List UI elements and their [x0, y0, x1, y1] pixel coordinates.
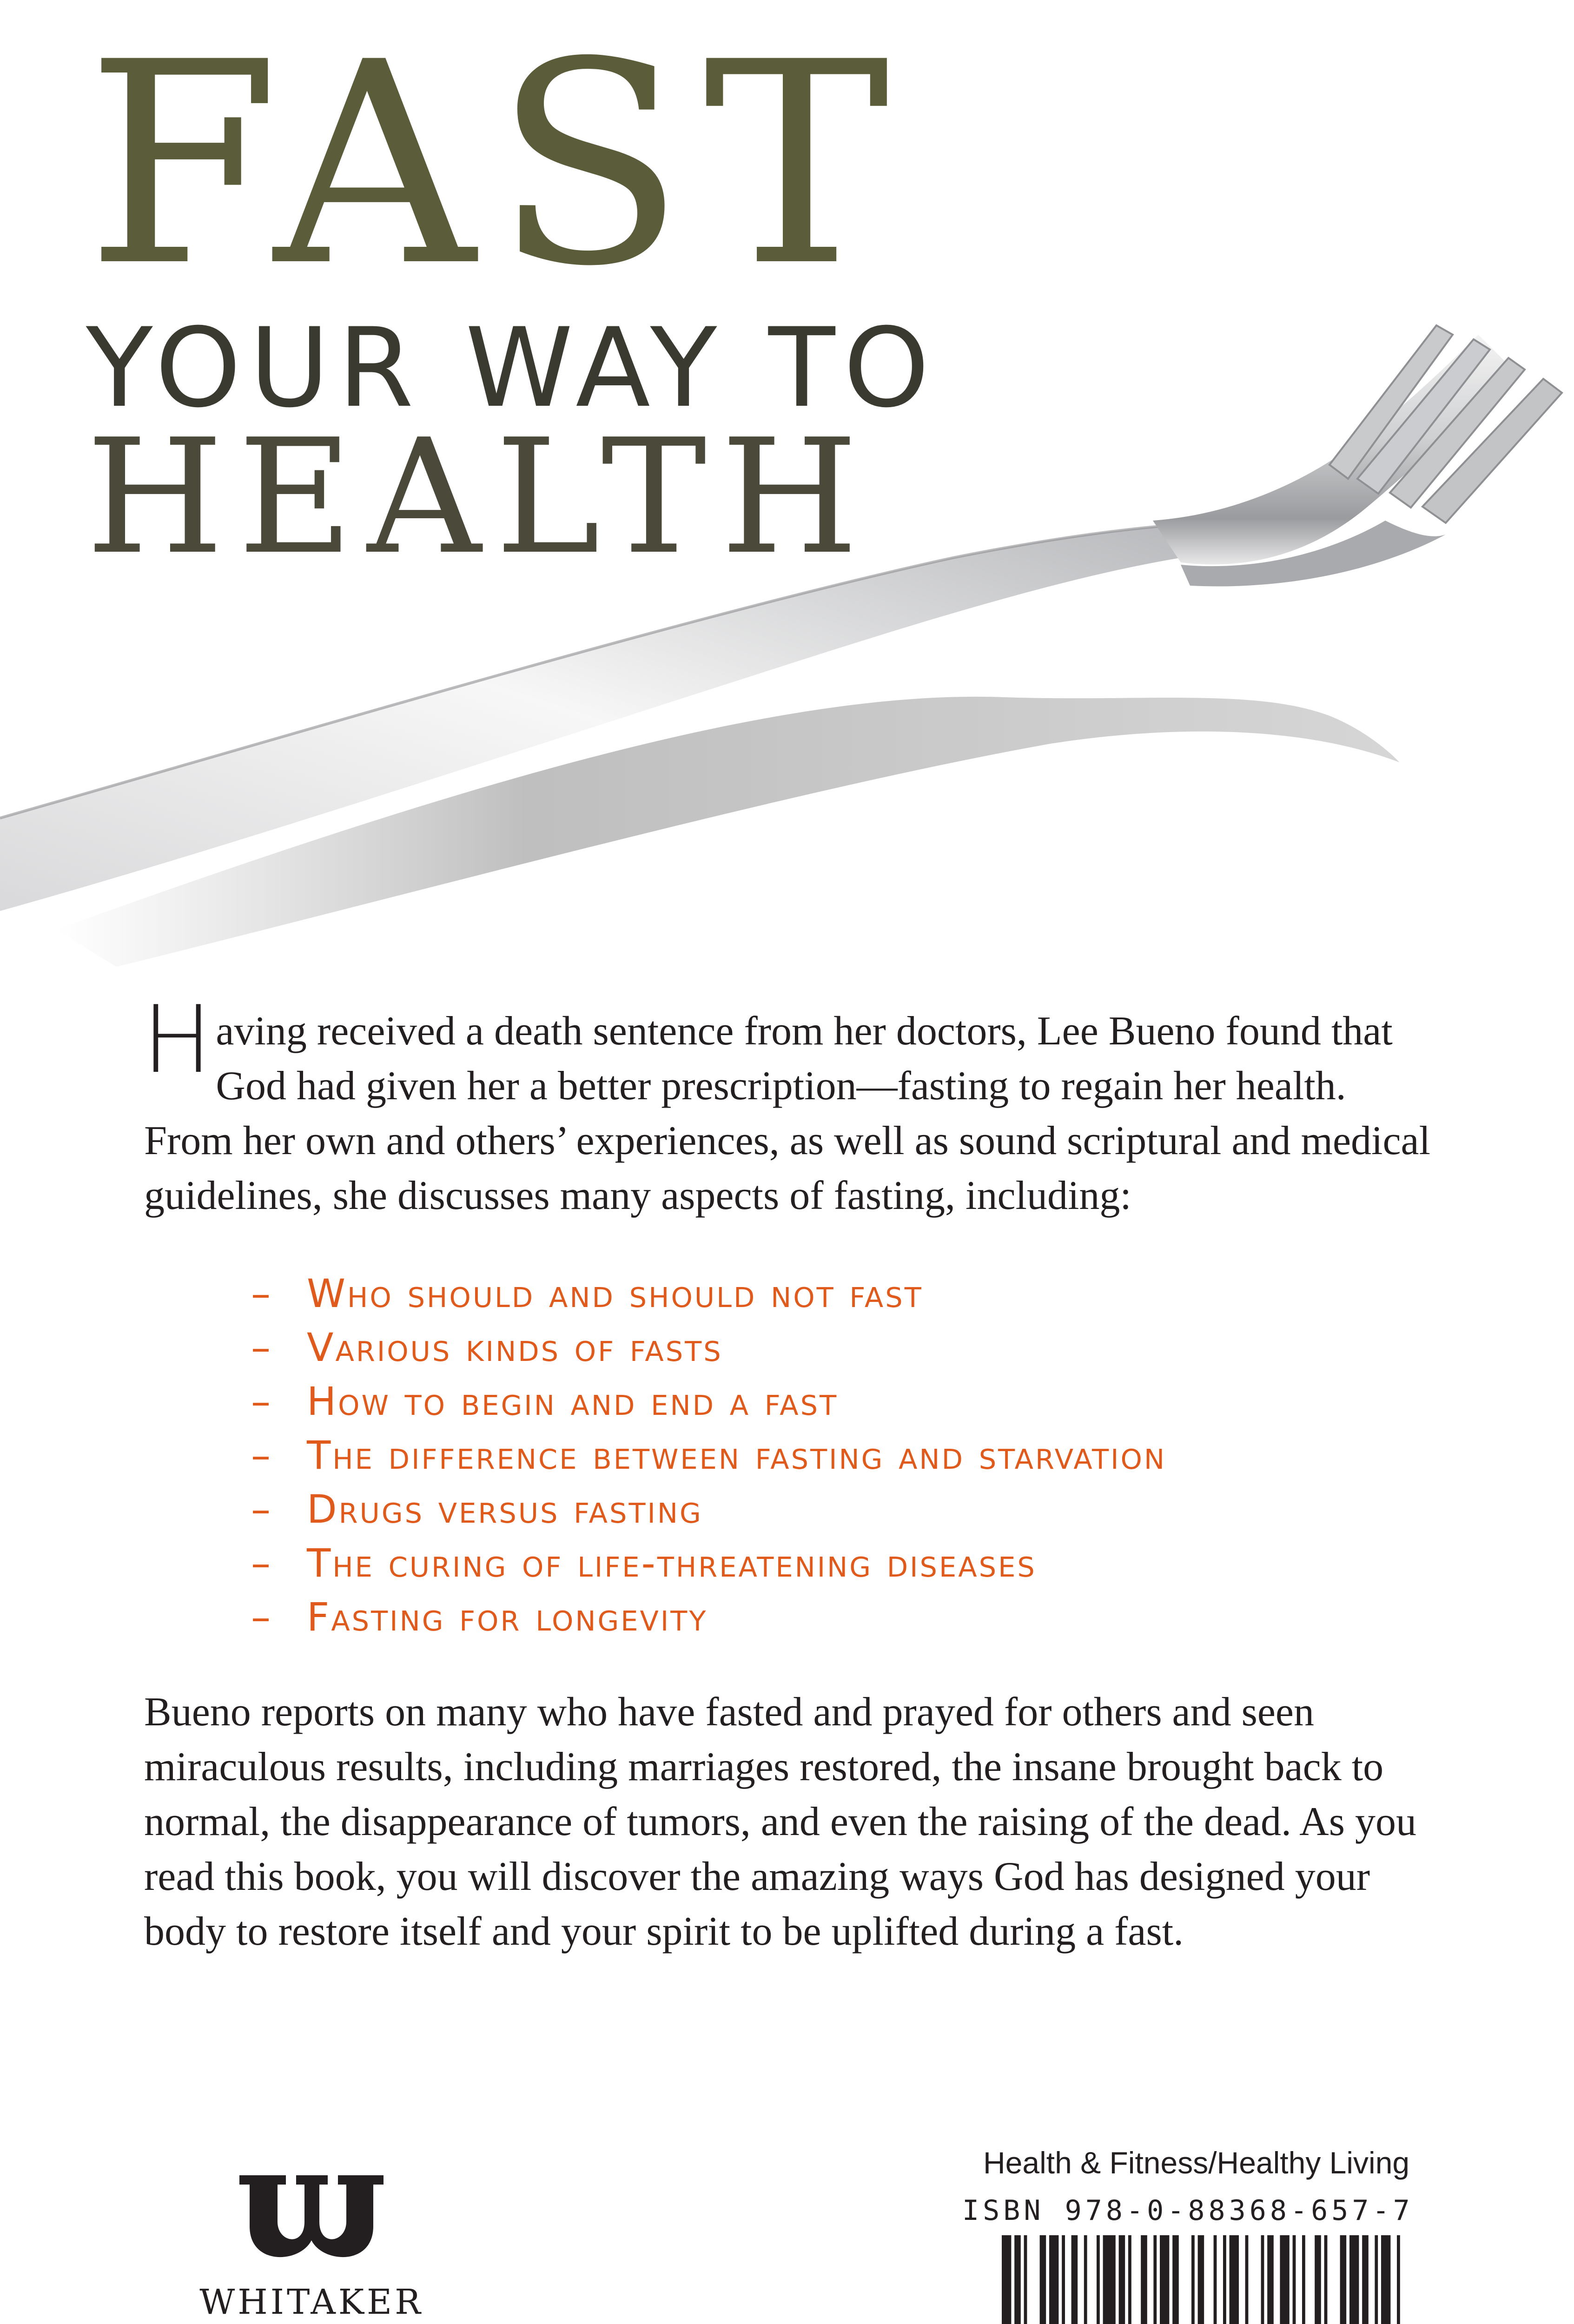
topic-item [251, 1482, 1166, 1536]
barcode-bar [1230, 2235, 1239, 2324]
topic-item [251, 1374, 1166, 1428]
barcode-bar [1340, 2235, 1347, 2324]
barcode-bar [1160, 2235, 1169, 2324]
topic-list [251, 1267, 1166, 1644]
barcode-bar [1191, 2235, 1195, 2324]
barcode-block [958, 2145, 1515, 2324]
barcode-bar [1198, 2235, 1204, 2324]
barcode-bar [1141, 2235, 1147, 2324]
barcode-bar [1375, 2235, 1378, 2324]
barcode-bar [1071, 2235, 1078, 2324]
barcode [1002, 2235, 1448, 2324]
barcode-bar [1049, 2235, 1058, 2324]
barcode-bar [1103, 2235, 1116, 2324]
topic-text: Drugs versus fasting [307, 1486, 703, 1532]
barcode-bar [1280, 2235, 1289, 2324]
barcode-bar [1062, 2235, 1065, 2324]
publisher-block [177, 2166, 446, 2324]
barcode-bar [1014, 2235, 1021, 2324]
barcode-bar [1040, 2235, 1046, 2324]
topic-dash: – [251, 1540, 272, 1586]
barcode-bar [1097, 2235, 1100, 2324]
topic-dash: – [251, 1433, 272, 1478]
title-line-fast: FAST [86, 2, 908, 327]
barcode-bar [1261, 2235, 1264, 2324]
topic-text: The difference between fasting and starvation [307, 1433, 1167, 1478]
book-title [86, 2, 938, 589]
barcode-bar [1172, 2235, 1179, 2324]
topic-text: The curing of life-threatening diseases [307, 1540, 1037, 1586]
whitaker-house-logo [235, 2166, 388, 2264]
publisher-name-line1: WHITAKER [199, 2282, 423, 2322]
barcode-bar [1397, 2235, 1400, 2324]
barcode-bar [1128, 2235, 1131, 2324]
topic-dash: – [251, 1271, 272, 1316]
isbn-number: ISBN 978-0-88368-657-7 [962, 2194, 1414, 2227]
barcode-bar [1119, 2235, 1125, 2324]
topic-item [251, 1267, 1166, 1320]
barcode-bar [1293, 2235, 1296, 2324]
title-line-health: HEALTH [86, 405, 873, 589]
barcode-bar [1349, 2235, 1359, 2324]
barcode-bar [1024, 2235, 1027, 2324]
barcode-bar [1153, 2235, 1157, 2324]
barcode-bar [1302, 2235, 1305, 2324]
barcode-bar [1002, 2235, 1011, 2324]
barcode-bar [1214, 2235, 1217, 2324]
topic-item [251, 1428, 1166, 1482]
topic-item [251, 1536, 1166, 1590]
topic-text: Fasting for longevity [307, 1594, 708, 1640]
description-text: aving received a death sentence from her doctors, Lee Bueno found that God had given her a better prescription—fasting to regain her health. From her own and others’ experiences, as well as sound scriptural and medical guidelines, she discusses many aspects of fasting, including: [144, 1009, 1431, 1218]
barcode-bar [1267, 2235, 1274, 2324]
topic-text: Various kinds of fasts [307, 1325, 723, 1370]
barcode-bar [1245, 2235, 1249, 2324]
topic-text: Who should and should not fast [307, 1271, 923, 1316]
barcode-bar [1324, 2235, 1328, 2324]
topic-dash: – [251, 1594, 272, 1640]
results-paragraph: Bueno reports on many who have fasted and prayed for others and seen miraculous results, including marriages restored, the insane brought back to normal, the disappearance of tumors, and even the raising of the dead. As you read this book, you will discover the amazing ways God has designed your body to restore itself and your spirit to be uplifted during a fast. [144, 1690, 1416, 1954]
barcode-bar [1362, 2235, 1369, 2324]
book-category: Health & Fitness/Healthy Living [983, 2146, 1410, 2180]
drop-cap: H [142, 986, 212, 1094]
topic-item [251, 1320, 1166, 1374]
title-line-your-way-to: YOUR WAY TO [86, 305, 938, 432]
topic-dash: – [251, 1379, 272, 1424]
book-description [142, 986, 1436, 1223]
barcode-bar [1381, 2235, 1390, 2324]
topic-dash: – [251, 1325, 272, 1370]
barcode-bar [1084, 2235, 1087, 2324]
barcode-bar [1223, 2235, 1226, 2324]
topic-text: How to begin and end a fast [307, 1379, 839, 1424]
topic-item [251, 1590, 1166, 1644]
barcode-bar [1315, 2235, 1321, 2324]
topic-dash: – [251, 1486, 272, 1532]
